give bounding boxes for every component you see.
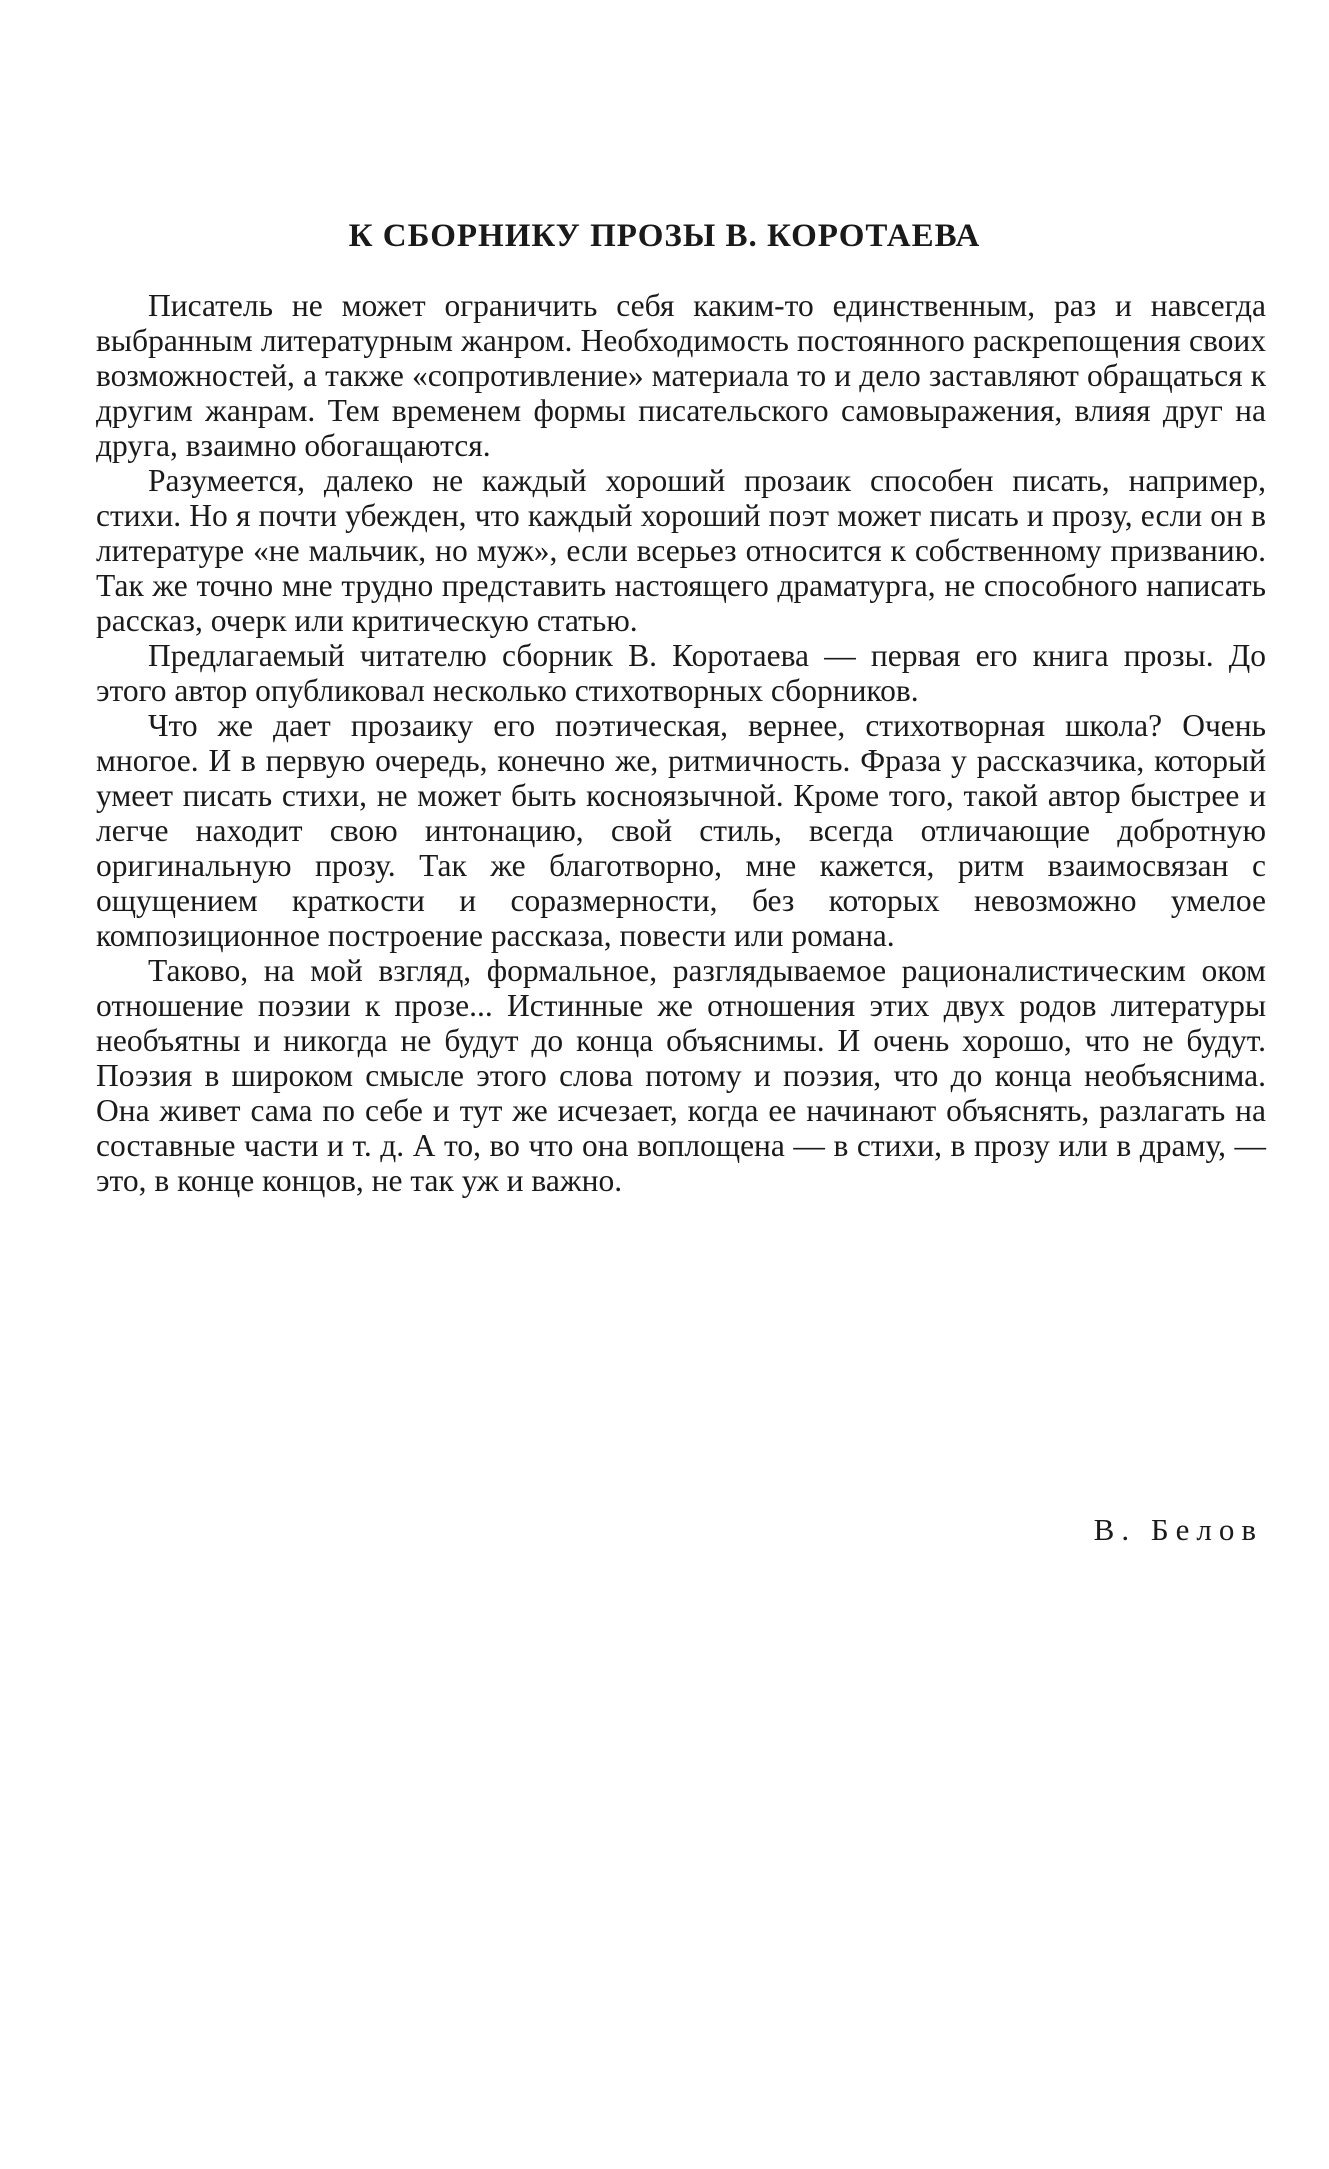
paragraph-3: Предлагаемый читателю сборник В. Коротаева — первая его книга прозы. До этого автор опубликовал несколько стихотворных сборников.	[96, 638, 1266, 708]
paragraph-1: Писатель не может ограничить себя каким-то единственным, раз и навсегда выбранным литературным жанром. Необходимость постоянного раскрепощения своих возможностей, а также «сопротивление» материала то и дело заставляют обращаться к другим жанрам. Тем временем формы писательского самовыражения, влияя друг на друга, взаимно обогащаются.	[96, 288, 1266, 463]
page-title: К СБОРНИКУ ПРОЗЫ В. КОРОТАЕВА	[348, 218, 981, 254]
paragraph-2: Разумеется, далеко не каждый хороший прозаик способен писать, например, стихи. Но я почти убежден, что каждый хороший поэт может писать и прозу, если он в литературе «не мальчик, но муж», если всерьез относится к собственному призванию. Так же точно мне трудно представить настоящего драматурга, не способного написать рассказ, очерк или критическую статью.	[96, 463, 1266, 638]
body-text	[96, 288, 1266, 1198]
author-signature: В. Белов	[1093, 1512, 1263, 1547]
paragraph-5: Таково, на мой взгляд, формальное, разглядываемое рационалистическим оком отношение поэзии к прозе... Истинные же отношения этих двух родов литературы необъятны и никогда не будут до конца объяснимы. И очень хорошо, что не будут. Поэзия в широком смысле этого слова потому и поэзия, что до конца необъяснима. Она живет сама по себе и тут же исчезает, когда ее начинают объяснять, разлагать на составные части и т. д. А то, во что она воплощена — в стихи, в прозу или в драму, — это, в конце концов, не так уж и важно.	[96, 953, 1266, 1198]
paragraph-4: Что же дает прозаику его поэтическая, вернее, стихотворная школа? Очень многое. И в первую очередь, конечно же, ритмичность. Фраза у рассказчика, который умеет писать стихи, не может быть косноязычной. Кроме того, такой автор быстрее и легче находит свою интонацию, свой стиль, всегда отличающие добротную оригинальную прозу. Так же благотворно, мне кажется, ритм взаимосвязан с ощущением краткости и соразмерности, без которых невозможно умелое композиционное построение рассказа, повести или романа.	[96, 708, 1266, 953]
